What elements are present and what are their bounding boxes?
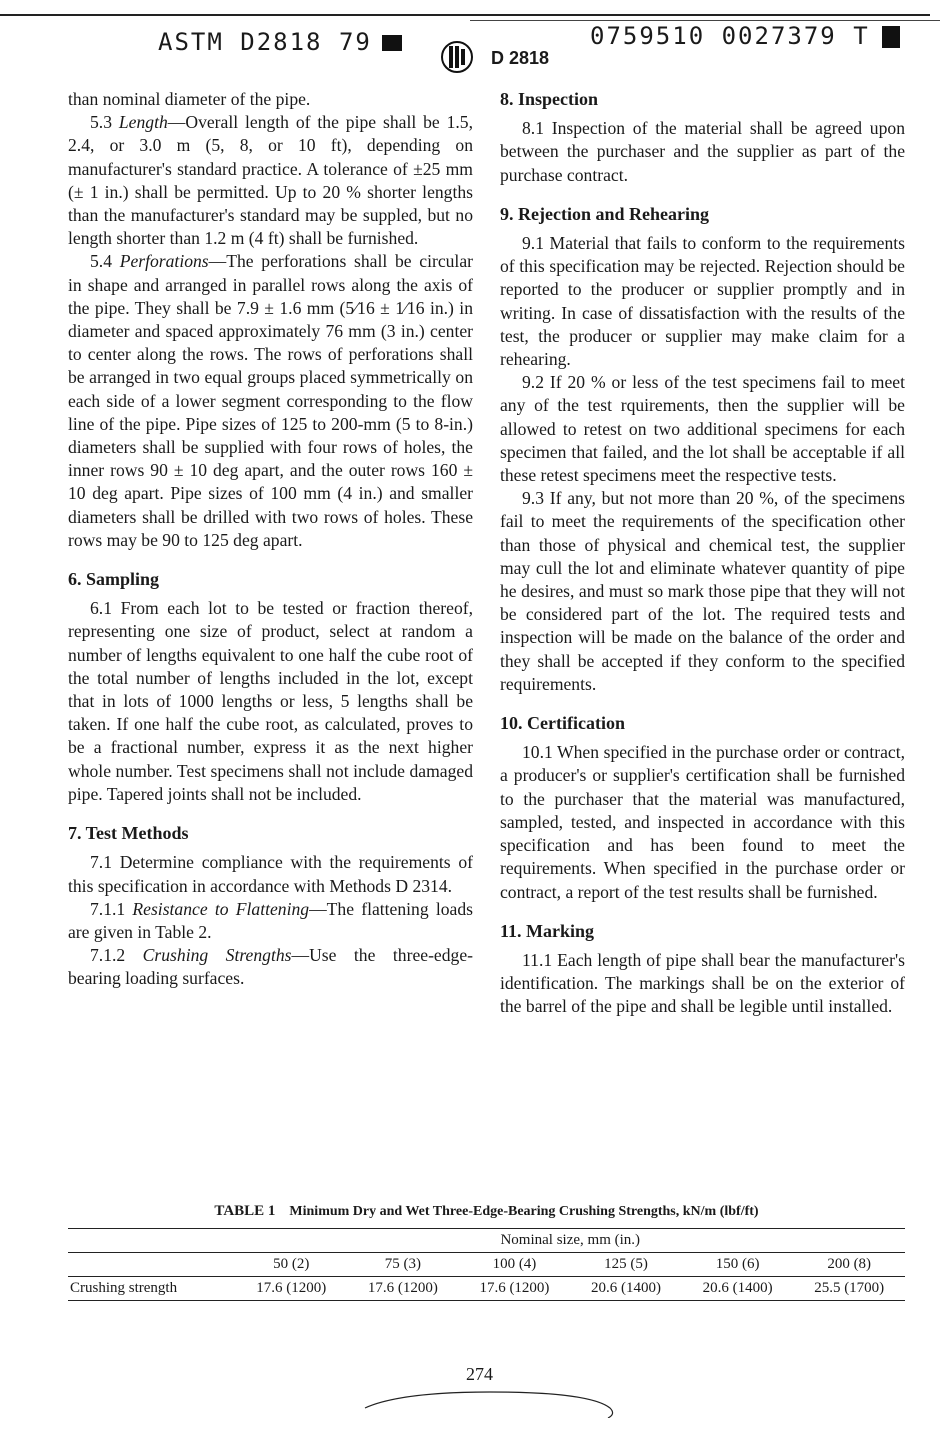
table-column-header: 75 (3) bbox=[384, 1256, 421, 1272]
table-stub-header-2 bbox=[68, 1253, 236, 1277]
decorative-swoosh bbox=[360, 1378, 620, 1418]
paragraph-title: Length bbox=[118, 112, 168, 133]
astm-logo-icon bbox=[440, 40, 474, 74]
paragraph-text: 5.4 bbox=[90, 251, 120, 272]
table-stub-header bbox=[68, 1229, 236, 1253]
table-column-header: 100 (4) bbox=[492, 1256, 537, 1272]
paragraph-text: —The perforations shall be circular in shape and arranged in parallel rows along the axis of the pipe. They shall be 7.9 ± 1.6 mm (5⁄16 ± 1⁄16 in.) in diameter and spaced approximately 76 mm (3 in.) center to center along the rows. The rows of perforations shall be arranged in two equal groups placed symmetrically on each side of a lower segment corresponding to the flow line of the pipe. Pipe sizes of 125 to 200-mm (5 to 8-in.) diameters shall be supplied with four rows of holes, the inner rows 90 ± 10 deg apart, and the outer rows 160 ± 10 deg apart. Pipe sizes of 100 mm (4 in.) and smaller diameters shall be drilled with two rows of holes. These rows may be 90 to 125 deg apart. bbox=[68, 251, 473, 550]
section-heading: 10. Certification bbox=[500, 713, 625, 734]
top-rule-secondary bbox=[470, 20, 940, 21]
paragraph-text: 7.1.2 bbox=[90, 945, 143, 966]
paragraph bbox=[68, 944, 473, 990]
table-group-header: Nominal size, mm (in.) bbox=[236, 1229, 906, 1253]
crushing-strength-table bbox=[68, 1228, 905, 1301]
paragraph-title: Perforations bbox=[119, 251, 209, 272]
header-block-mark-right bbox=[882, 26, 900, 48]
section-heading: 11. Marking bbox=[500, 920, 595, 941]
table-column-header: 150 (6) bbox=[715, 1256, 760, 1272]
paragraph-text: —The flattening loads are given in Table 2. bbox=[68, 898, 473, 942]
paragraph: 9.1 Material that fails to conform to the requirements of this specification may be rejected. Rejection should be reported to the producer or supplier promptly and in writing. In case of dissatisfaction with the results of the test, the producer or supplier may make claim for a rehearing. bbox=[500, 233, 905, 370]
section-spacer bbox=[68, 552, 473, 568]
section-heading: 8. Inspection bbox=[500, 89, 599, 109]
table-caption-text: Minimum Dry and Wet Three-Edge-Bearing Crushing Strengths, kN/m (lbf/ft) bbox=[289, 1204, 759, 1219]
table-cell: 17.6 (1200) bbox=[256, 1280, 327, 1296]
table-cell: 20.6 (1400) bbox=[591, 1280, 662, 1296]
section-spacer bbox=[500, 696, 905, 712]
paragraph: 9.3 If any, but not more than 20 %, of the specimens fail to meet the requirements of the specification other than those of physical and chemical test, the supplier may cull the lot and eliminate whatever quantity of pipe he desires, and must so mark those pipe that they will not be considered part of the lot. The required tests and inspection will be made on the balance of the order and they shall be accepted if they conform to the specified requirements. bbox=[500, 488, 905, 694]
left-column bbox=[68, 88, 473, 991]
table-label: TABLE 1 bbox=[214, 1203, 276, 1219]
paragraph bbox=[68, 250, 473, 552]
paragraph-title: Crushing Strengths bbox=[142, 945, 292, 966]
right-column bbox=[500, 88, 905, 1019]
table-row bbox=[68, 1277, 905, 1301]
section-heading: 9. Rejection and Rehearing bbox=[500, 203, 709, 224]
paragraph bbox=[68, 111, 473, 250]
header-right-code bbox=[590, 22, 900, 50]
document-designation: D 2818 bbox=[491, 48, 550, 68]
table-column-header: 50 (2) bbox=[273, 1256, 310, 1272]
section-spacer bbox=[500, 187, 905, 203]
header-left-code bbox=[158, 28, 402, 56]
table-column-header: 125 (5) bbox=[604, 1256, 648, 1272]
paragraph bbox=[68, 898, 473, 944]
section-heading: 6. Sampling bbox=[68, 569, 160, 590]
top-rule bbox=[0, 14, 930, 16]
table-column-header: 200 (8) bbox=[827, 1256, 872, 1272]
paragraph: 7.1 Determine compliance with the requirements of this specification in accordance with Methods D 2314. bbox=[68, 852, 473, 896]
table-column-header-row bbox=[68, 1253, 905, 1277]
paragraph: 9.2 If 20 % or less of the test specimens fail to meet any of the test rquirements, then the supplier will be allowed to retest on two additional specimens for each specimen that failed, and the lot shall be acceptable if all these retest specimens meet the respective tests. bbox=[500, 372, 905, 486]
paragraph: 6.1 From each lot to be tested or fraction thereof, representing one size of product, select at random a number of lengths equivalent to one half the cube root of the total number of lengths included in the lot, except that in lots of 1000 lengths or less, 5 lengths shall be taken. If one half the cube root, as calculated, proves to be a fractional number, express it as the next higher whole number. Test specimens shall not include damaged pipe. Tapered joints shall not be included. bbox=[68, 598, 473, 804]
section-spacer bbox=[68, 806, 473, 822]
table-caption bbox=[68, 1203, 905, 1220]
table-cell: 17.6 (1200) bbox=[479, 1280, 550, 1296]
paragraph: 10.1 When specified in the purchase order or contract, a producer's or supplier's certification shall be furnished to the purchaser that the material was manufactured, sampled, tested, and inspected in accordance with this specification and has been found to meet the requirements. When specified in the purchase order or contract, a report of the test results shall be furnished. bbox=[500, 742, 905, 902]
paragraph: 8.1 Inspection of the material shall be agreed upon between the purchaser and the supplier as part of the purchase contract. bbox=[500, 118, 905, 185]
section-heading: 7. Test Methods bbox=[68, 823, 189, 844]
table-cell: 20.6 (1400) bbox=[702, 1280, 773, 1296]
section-spacer bbox=[500, 904, 905, 920]
table-cell: 25.5 (1700) bbox=[814, 1280, 885, 1296]
paragraph-title: Resistance to Flattening bbox=[132, 898, 310, 919]
header-right-code-text: 0759510 0027379 T bbox=[590, 22, 870, 50]
paragraph-text: —Use the three-edge-bearing loading surfaces. bbox=[68, 945, 473, 989]
paragraph-text: 5.3 bbox=[90, 112, 119, 133]
table-1 bbox=[68, 1203, 905, 1301]
paragraph-text: —Overall length of the pipe shall be 1.5, 2.4, or 3.0 m (5, 8, or 10 ft), depending on manufacturer's standard practice. A tolerance of ±25 mm (± 1 in.) shall be permitted. Up to 20 % shorter lengths than the manufacturer's standard may be suppled, but no length shorter than 1.2 m (4 ft) shall be furnished. bbox=[68, 112, 474, 249]
table-row-label: Crushing strength bbox=[70, 1280, 178, 1296]
page-number: 274 bbox=[466, 1364, 493, 1384]
table-cell: 17.6 (1200) bbox=[367, 1280, 438, 1296]
header-left-code-text: ASTM D2818 79 bbox=[158, 28, 372, 56]
paragraph: than nominal diameter of the pipe. bbox=[68, 89, 311, 109]
header-block-mark bbox=[382, 35, 402, 51]
paragraph: 11.1 Each length of pipe shall bear the manufacturer's identification. The markings shall be on the exterior of the barrel of the pipe and shall be legible until installed. bbox=[500, 949, 905, 1017]
paragraph-text: 7.1.1 bbox=[90, 898, 133, 919]
